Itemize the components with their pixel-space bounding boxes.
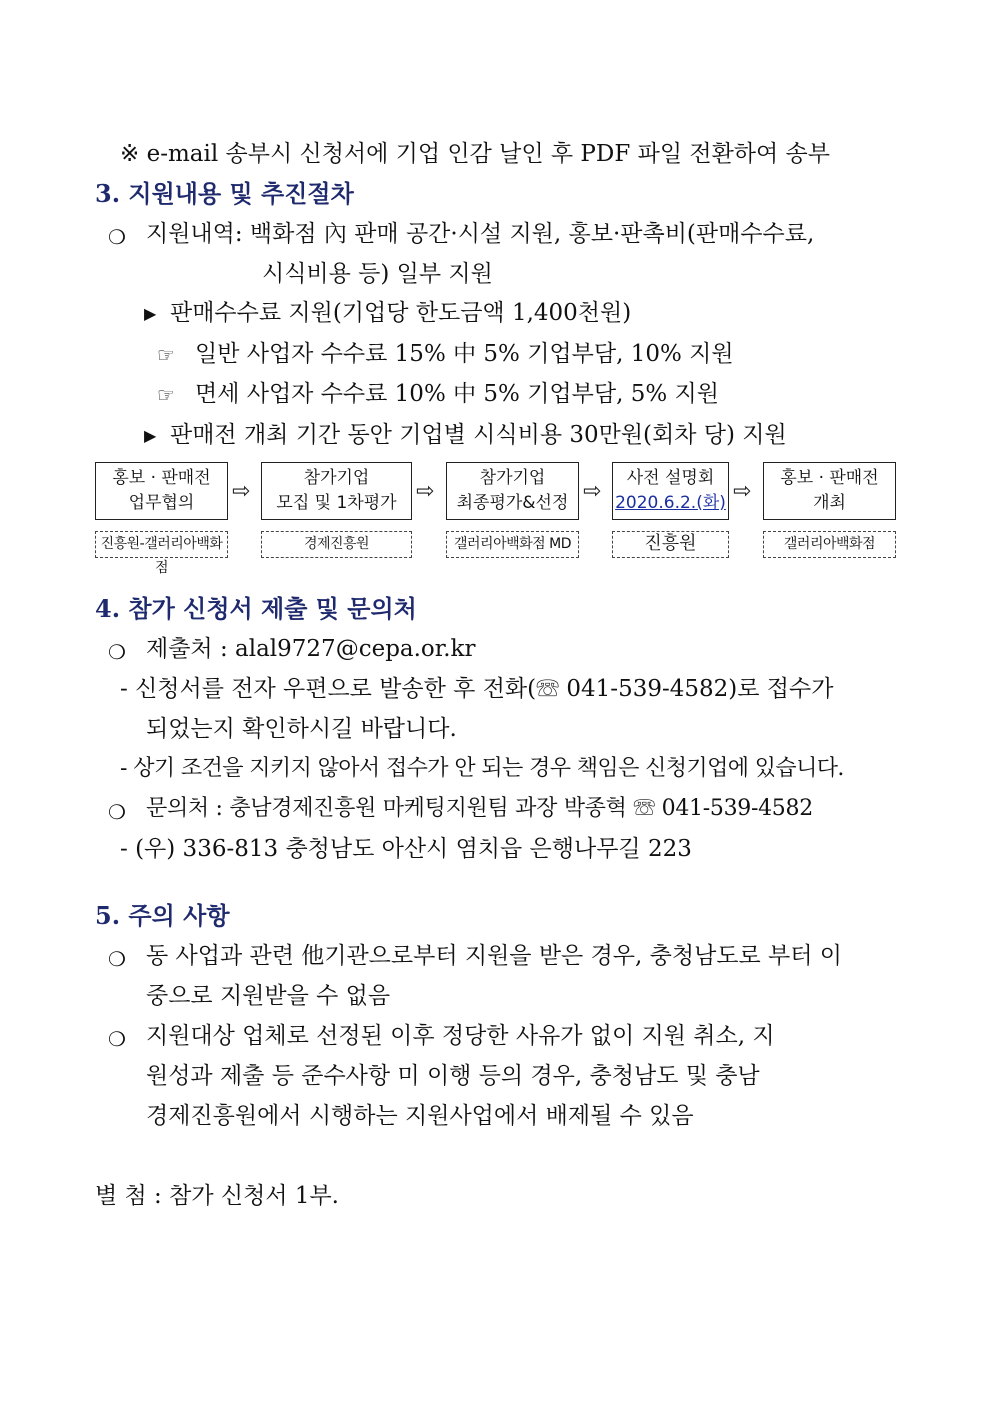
circle-bullet-icon: ❍ bbox=[108, 640, 126, 664]
pointing-hand-icon: ☞ bbox=[157, 343, 175, 367]
flow-owner-4: 진흥원 bbox=[612, 531, 729, 558]
flow-owner-2: 경제진흥원 bbox=[261, 531, 412, 558]
section-5-title: 5. 주의 사항 bbox=[95, 901, 230, 930]
submission-note-line1: - 신청서를 전자 우편으로 발송한 후 전화(☏ 041-539-4582)로 접수가 bbox=[120, 676, 834, 702]
attachment-note: 별 첨 : 참가 신청서 1부. bbox=[95, 1183, 339, 1209]
triangle-bullet-icon: ▶ bbox=[144, 304, 157, 323]
flow-step-3-line1: 참가기업 bbox=[479, 468, 546, 488]
fee-general: 일반 사업자 수수료 15% 中 5% 기업부담, 10% 지원 bbox=[195, 341, 734, 367]
section-3-title: 3. 지원내용 및 추진절차 bbox=[95, 179, 354, 208]
triangle-bullet-icon: ▶ bbox=[144, 426, 157, 445]
circle-bullet-icon: ❍ bbox=[108, 225, 126, 249]
caution-2-line1: 지원대상 업체로 선정된 이후 정당한 사유가 없이 지원 취소, 지 bbox=[146, 1023, 775, 1049]
circle-bullet-icon: ❍ bbox=[108, 800, 126, 824]
support-details-line2: 시식비용 등) 일부 지원 bbox=[262, 261, 493, 287]
flow-step-5-line2: 개최 bbox=[813, 493, 846, 513]
responsibility-note: - 상기 조건을 지키지 않아서 접수가 안 되는 경우 책임은 신청기업에 있습니다. bbox=[120, 756, 844, 781]
contact-info: 문의처 : 충남경제진흥원 마케팅지원팀 과장 박종혁 ☏ 041-539-4582 bbox=[146, 796, 813, 821]
flow-step-5-line1: 홍보 · 판매전 bbox=[780, 468, 879, 488]
fee-taxfree: 면세 사업자 수수료 10% 中 5% 기업부담, 5% 지원 bbox=[195, 381, 719, 407]
right-arrow-icon: ⇨ bbox=[733, 479, 752, 504]
caution-1-line2: 중으로 지원받을 수 없음 bbox=[146, 983, 391, 1009]
flow-step-4 bbox=[612, 462, 729, 520]
flow-step-1-line1: 홍보 · 판매전 bbox=[112, 468, 211, 488]
flow-step-1 bbox=[95, 462, 228, 520]
circle-bullet-icon: ❍ bbox=[108, 947, 126, 971]
flow-step-2-line1: 참가기업 bbox=[303, 468, 370, 488]
submission-note-line2: 되었는지 확인하시길 바랍니다. bbox=[146, 716, 457, 742]
caution-1-line1: 동 사업과 관련 他기관으로부터 지원을 받은 경우, 충청남도로 부터 이 bbox=[146, 943, 842, 969]
caution-2-line2: 원성과 제출 등 준수사항 미 이행 등의 경우, 충청남도 및 충남 bbox=[146, 1063, 760, 1089]
email-note: ※ e-mail 송부시 신청서에 기업 인감 날인 후 PDF 파일 전환하여 송부 bbox=[120, 141, 830, 167]
pointing-hand-icon: ☞ bbox=[157, 383, 175, 407]
flow-step-2 bbox=[261, 462, 412, 520]
flow-step-3-line2: 최종평가&선정 bbox=[456, 493, 569, 513]
tasting-support: 판매전 개최 기간 동안 기업별 시식비용 30만원(회차 당) 지원 bbox=[170, 422, 787, 448]
submission-email: 제출처 : alal9727@cepa.or.kr bbox=[146, 636, 476, 662]
section-4-title: 4. 참가 신청서 제출 및 문의처 bbox=[95, 594, 417, 623]
caution-2-line3: 경제진흥원에서 시행하는 지원사업에서 배제될 수 있음 bbox=[146, 1103, 694, 1129]
postal-address: - (우) 336-813 충청남도 아산시 염치읍 은행나무길 223 bbox=[120, 836, 692, 862]
flow-step-4-date: 2020.6.2.(화) bbox=[615, 493, 726, 513]
flow-owner-3: 갤러리아백화점 MD bbox=[446, 531, 579, 558]
flow-step-5 bbox=[763, 462, 896, 520]
right-arrow-icon: ⇨ bbox=[416, 479, 435, 504]
fee-support: 판매수수료 지원(기업당 한도금액 1,400천원) bbox=[170, 300, 632, 326]
flow-owner-1: 진흥원-갤러리아백화점 bbox=[95, 531, 228, 558]
right-arrow-icon: ⇨ bbox=[583, 479, 602, 504]
circle-bullet-icon: ❍ bbox=[108, 1027, 126, 1051]
flow-step-2-line2: 모집 및 1차평가 bbox=[276, 493, 397, 513]
flow-step-4-line1: 사전 설명회 bbox=[626, 468, 715, 488]
flow-owner-5: 갤러리아백화점 bbox=[763, 531, 896, 558]
support-details-line1: 지원내역: 백화점 內 판매 공간·시설 지원, 홍보·판촉비(판매수수료, bbox=[146, 221, 815, 247]
flow-step-1-line2: 업무협의 bbox=[128, 493, 195, 513]
right-arrow-icon: ⇨ bbox=[232, 479, 251, 504]
flow-step-3 bbox=[446, 462, 579, 520]
